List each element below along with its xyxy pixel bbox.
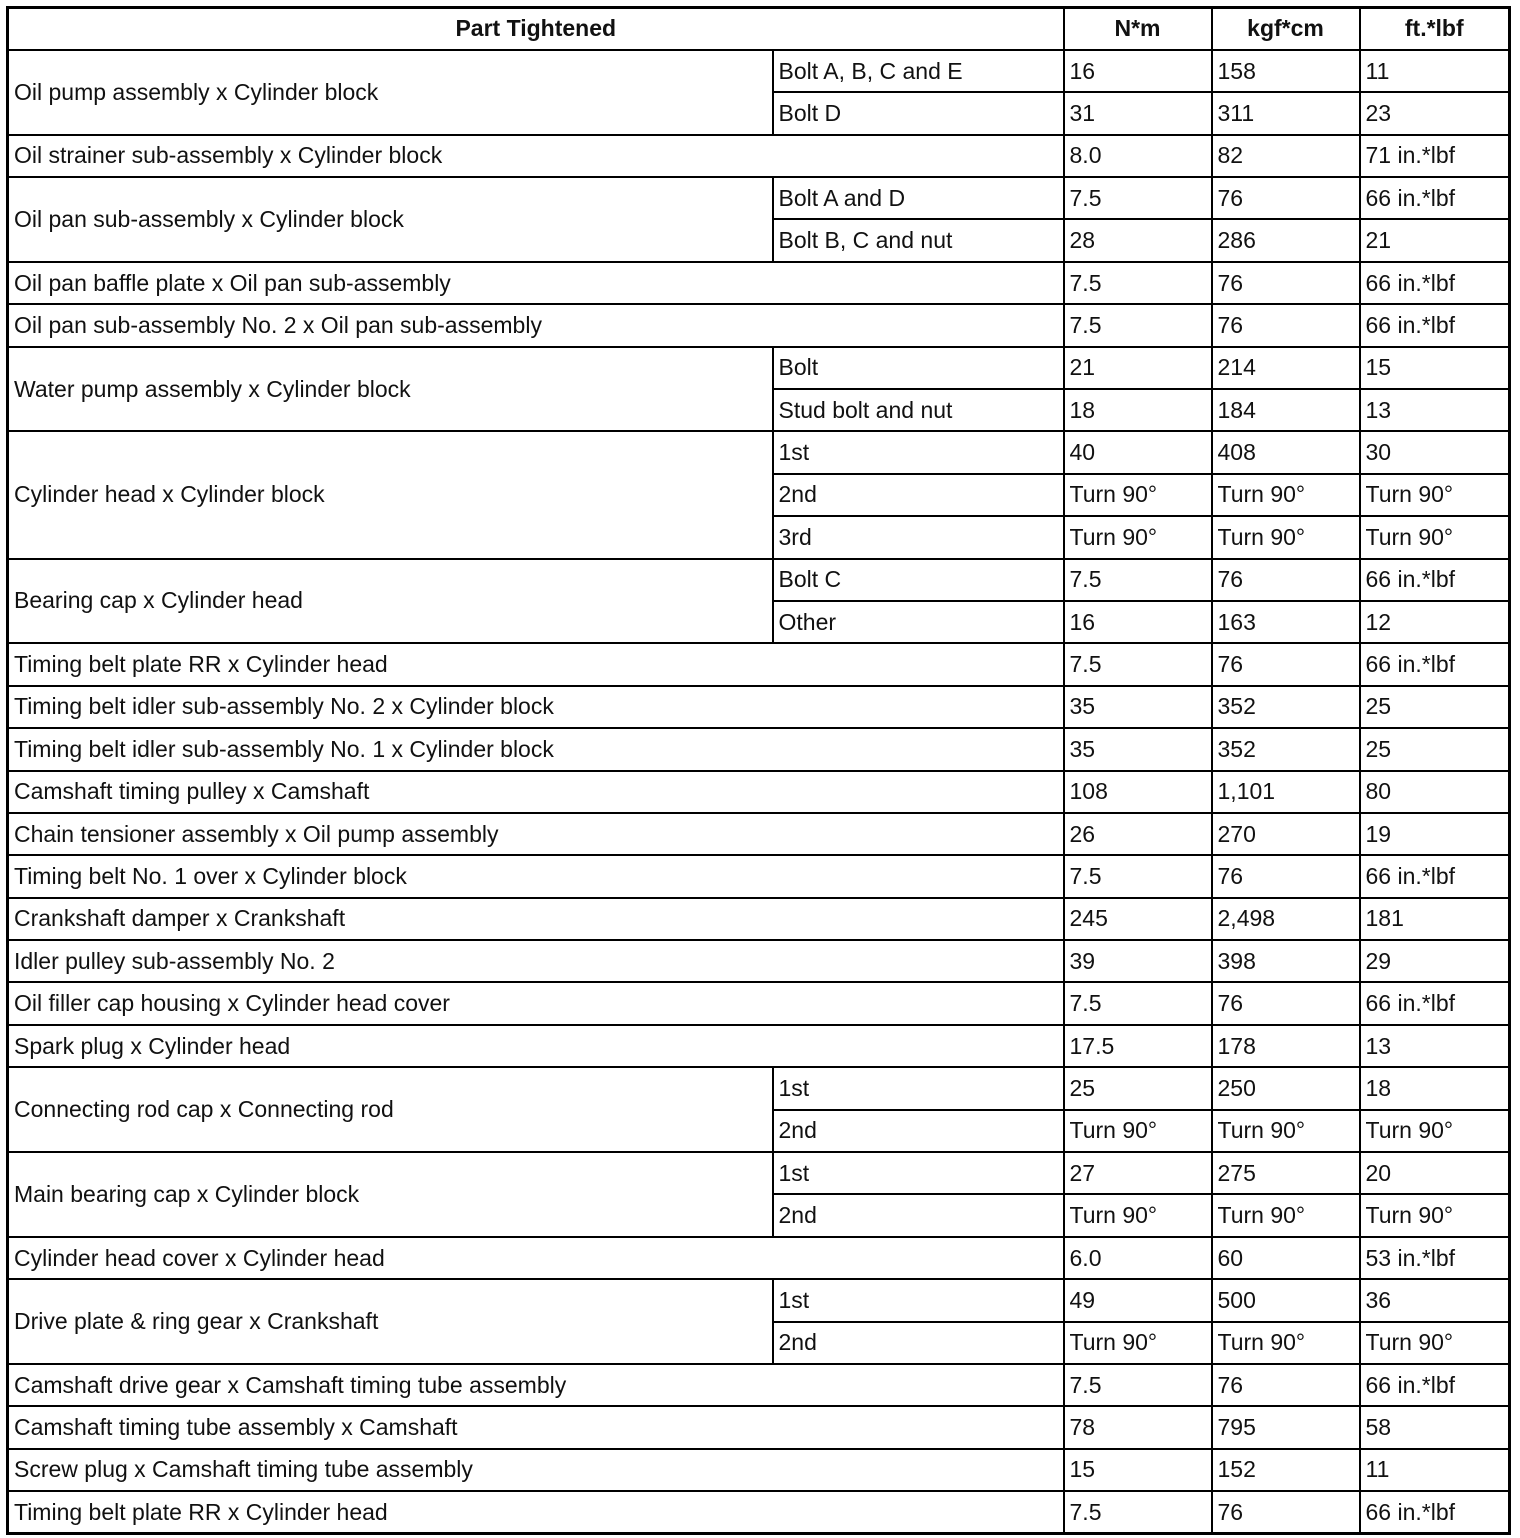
- kgf-cm-value: 163: [1212, 601, 1360, 643]
- kgf-cm-value: Turn 90°: [1212, 474, 1360, 516]
- torque-spec-table: [6, 6, 1511, 1535]
- subpart-cell: Bolt: [773, 347, 1064, 389]
- ft-lbf-value: 66 in.*lbf: [1360, 559, 1510, 601]
- part-cell: Timing belt idler sub-assembly No. 2 x Cylinder block: [8, 686, 1064, 728]
- part-cell: Cylinder head cover x Cylinder head: [8, 1237, 1064, 1279]
- table-body: [8, 50, 1510, 1534]
- ft-lbf-value: 21: [1360, 219, 1510, 261]
- part-cell: Oil pan sub-assembly No. 2 x Oil pan sub-assembly: [8, 304, 1064, 346]
- nm-value: 27: [1064, 1152, 1212, 1194]
- kgf-cm-value: 152: [1212, 1449, 1360, 1491]
- ft-lbf-value: 66 in.*lbf: [1360, 982, 1510, 1024]
- header-nm: N*m: [1064, 8, 1212, 50]
- kgf-cm-value: 76: [1212, 1491, 1360, 1533]
- nm-value: 108: [1064, 771, 1212, 813]
- ft-lbf-value: 66 in.*lbf: [1360, 643, 1510, 685]
- kgf-cm-value: 76: [1212, 855, 1360, 897]
- kgf-cm-value: 250: [1212, 1067, 1360, 1109]
- table-row: [8, 813, 1510, 855]
- table-row: [8, 559, 1510, 601]
- ft-lbf-value: 66 in.*lbf: [1360, 177, 1510, 219]
- subpart-cell: 2nd: [773, 474, 1064, 516]
- ft-lbf-value: 19: [1360, 813, 1510, 855]
- subpart-cell: 3rd: [773, 516, 1064, 558]
- table-row: [8, 1449, 1510, 1491]
- part-cell: Timing belt plate RR x Cylinder head: [8, 1491, 1064, 1533]
- ft-lbf-value: Turn 90°: [1360, 1110, 1510, 1152]
- table-row: [8, 1025, 1510, 1067]
- ft-lbf-value: 30: [1360, 431, 1510, 473]
- table-row: [8, 1406, 1510, 1448]
- subpart-cell: 2nd: [773, 1110, 1064, 1152]
- part-cell: Timing belt No. 1 over x Cylinder block: [8, 855, 1064, 897]
- ft-lbf-value: 66 in.*lbf: [1360, 304, 1510, 346]
- ft-lbf-value: 66 in.*lbf: [1360, 855, 1510, 897]
- nm-value: 7.5: [1064, 304, 1212, 346]
- kgf-cm-value: 398: [1212, 940, 1360, 982]
- ft-lbf-value: 15: [1360, 347, 1510, 389]
- ft-lbf-value: 11: [1360, 50, 1510, 92]
- part-cell: Timing belt plate RR x Cylinder head: [8, 643, 1064, 685]
- nm-value: Turn 90°: [1064, 516, 1212, 558]
- part-cell: Chain tensioner assembly x Oil pump assembly: [8, 813, 1064, 855]
- ft-lbf-value: Turn 90°: [1360, 1322, 1510, 1364]
- part-cell: Timing belt idler sub-assembly No. 1 x Cylinder block: [8, 728, 1064, 770]
- nm-value: 40: [1064, 431, 1212, 473]
- part-cell: Oil pan baffle plate x Oil pan sub-assembly: [8, 262, 1064, 304]
- part-cell: Spark plug x Cylinder head: [8, 1025, 1064, 1067]
- subpart-cell: Bolt B, C and nut: [773, 219, 1064, 261]
- subpart-cell: Other: [773, 601, 1064, 643]
- part-cell: Crankshaft damper x Crankshaft: [8, 898, 1064, 940]
- table-row: [8, 50, 1510, 92]
- ft-lbf-value: 20: [1360, 1152, 1510, 1194]
- table-row: [8, 855, 1510, 897]
- ft-lbf-value: 25: [1360, 728, 1510, 770]
- nm-value: 16: [1064, 50, 1212, 92]
- table-row: [8, 898, 1510, 940]
- nm-value: Turn 90°: [1064, 1194, 1212, 1236]
- ft-lbf-value: 53 in.*lbf: [1360, 1237, 1510, 1279]
- subpart-cell: Bolt C: [773, 559, 1064, 601]
- nm-value: 7.5: [1064, 1364, 1212, 1406]
- part-cell: Oil pan sub-assembly x Cylinder block: [8, 177, 773, 262]
- part-cell: Oil filler cap housing x Cylinder head cover: [8, 982, 1064, 1024]
- ft-lbf-value: 36: [1360, 1279, 1510, 1321]
- nm-value: 7.5: [1064, 643, 1212, 685]
- table-row: [8, 940, 1510, 982]
- kgf-cm-value: Turn 90°: [1212, 1322, 1360, 1364]
- nm-value: 39: [1064, 940, 1212, 982]
- table-row: [8, 1279, 1510, 1321]
- part-cell: Camshaft drive gear x Camshaft timing tube assembly: [8, 1364, 1064, 1406]
- ft-lbf-value: 29: [1360, 940, 1510, 982]
- header-kgf-cm: kgf*cm: [1212, 8, 1360, 50]
- nm-value: 7.5: [1064, 982, 1212, 1024]
- nm-value: 25: [1064, 1067, 1212, 1109]
- kgf-cm-value: 178: [1212, 1025, 1360, 1067]
- nm-value: 26: [1064, 813, 1212, 855]
- subpart-cell: 2nd: [773, 1322, 1064, 1364]
- part-cell: Camshaft timing pulley x Camshaft: [8, 771, 1064, 813]
- kgf-cm-value: 270: [1212, 813, 1360, 855]
- kgf-cm-value: 500: [1212, 1279, 1360, 1321]
- part-cell: Main bearing cap x Cylinder block: [8, 1152, 773, 1237]
- part-cell: Connecting rod cap x Connecting rod: [8, 1067, 773, 1152]
- header-part-tightened: Part Tightened: [8, 8, 1064, 50]
- ft-lbf-value: Turn 90°: [1360, 474, 1510, 516]
- table-row: [8, 1491, 1510, 1533]
- table-row: [8, 262, 1510, 304]
- kgf-cm-value: 76: [1212, 262, 1360, 304]
- kgf-cm-value: 2,498: [1212, 898, 1360, 940]
- nm-value: 78: [1064, 1406, 1212, 1448]
- part-cell: Camshaft timing tube assembly x Camshaft: [8, 1406, 1064, 1448]
- kgf-cm-value: Turn 90°: [1212, 516, 1360, 558]
- nm-value: 7.5: [1064, 262, 1212, 304]
- kgf-cm-value: 311: [1212, 92, 1360, 134]
- nm-value: 49: [1064, 1279, 1212, 1321]
- nm-value: 6.0: [1064, 1237, 1212, 1279]
- nm-value: 7.5: [1064, 559, 1212, 601]
- table-row: [8, 1067, 1510, 1109]
- subpart-cell: 1st: [773, 431, 1064, 473]
- nm-value: 35: [1064, 728, 1212, 770]
- kgf-cm-value: 76: [1212, 643, 1360, 685]
- nm-value: 18: [1064, 389, 1212, 431]
- subpart-cell: Bolt A, B, C and E: [773, 50, 1064, 92]
- kgf-cm-value: 1,101: [1212, 771, 1360, 813]
- table-row: [8, 643, 1510, 685]
- kgf-cm-value: 60: [1212, 1237, 1360, 1279]
- part-cell: Bearing cap x Cylinder head: [8, 559, 773, 644]
- ft-lbf-value: Turn 90°: [1360, 1194, 1510, 1236]
- nm-value: 16: [1064, 601, 1212, 643]
- kgf-cm-value: 76: [1212, 559, 1360, 601]
- nm-value: 31: [1064, 92, 1212, 134]
- table-row: [8, 347, 1510, 389]
- table-row: [8, 1152, 1510, 1194]
- subpart-cell: 1st: [773, 1152, 1064, 1194]
- nm-value: Turn 90°: [1064, 1322, 1212, 1364]
- subpart-cell: Bolt D: [773, 92, 1064, 134]
- table-row: [8, 431, 1510, 473]
- nm-value: 245: [1064, 898, 1212, 940]
- ft-lbf-value: 25: [1360, 686, 1510, 728]
- nm-value: 35: [1064, 686, 1212, 728]
- kgf-cm-value: 352: [1212, 686, 1360, 728]
- ft-lbf-value: 12: [1360, 601, 1510, 643]
- subpart-cell: 1st: [773, 1279, 1064, 1321]
- kgf-cm-value: Turn 90°: [1212, 1110, 1360, 1152]
- table-row: [8, 728, 1510, 770]
- ft-lbf-value: 18: [1360, 1067, 1510, 1109]
- ft-lbf-value: Turn 90°: [1360, 516, 1510, 558]
- part-cell: Screw plug x Camshaft timing tube assembly: [8, 1449, 1064, 1491]
- part-cell: Oil pump assembly x Cylinder block: [8, 50, 773, 135]
- subpart-cell: Stud bolt and nut: [773, 389, 1064, 431]
- table-row: [8, 1364, 1510, 1406]
- kgf-cm-value: Turn 90°: [1212, 1194, 1360, 1236]
- part-cell: Drive plate & ring gear x Crankshaft: [8, 1279, 773, 1364]
- table-row: [8, 177, 1510, 219]
- header-row: [8, 8, 1510, 50]
- subpart-cell: 1st: [773, 1067, 1064, 1109]
- table-row: [8, 686, 1510, 728]
- kgf-cm-value: 76: [1212, 177, 1360, 219]
- nm-value: 7.5: [1064, 1491, 1212, 1533]
- kgf-cm-value: 76: [1212, 1364, 1360, 1406]
- ft-lbf-value: 71 in.*lbf: [1360, 135, 1510, 177]
- kgf-cm-value: 408: [1212, 431, 1360, 473]
- kgf-cm-value: 76: [1212, 982, 1360, 1024]
- ft-lbf-value: 13: [1360, 389, 1510, 431]
- part-cell: Water pump assembly x Cylinder block: [8, 347, 773, 432]
- nm-value: 28: [1064, 219, 1212, 261]
- ft-lbf-value: 66 in.*lbf: [1360, 1491, 1510, 1533]
- nm-value: 7.5: [1064, 855, 1212, 897]
- nm-value: 7.5: [1064, 177, 1212, 219]
- nm-value: Turn 90°: [1064, 1110, 1212, 1152]
- table-row: [8, 1237, 1510, 1279]
- table-row: [8, 771, 1510, 813]
- ft-lbf-value: 58: [1360, 1406, 1510, 1448]
- kgf-cm-value: 184: [1212, 389, 1360, 431]
- kgf-cm-value: 158: [1212, 50, 1360, 92]
- kgf-cm-value: 76: [1212, 304, 1360, 346]
- nm-value: 21: [1064, 347, 1212, 389]
- subpart-cell: Bolt A and D: [773, 177, 1064, 219]
- ft-lbf-value: 66 in.*lbf: [1360, 1364, 1510, 1406]
- ft-lbf-value: 181: [1360, 898, 1510, 940]
- ft-lbf-value: 80: [1360, 771, 1510, 813]
- ft-lbf-value: 13: [1360, 1025, 1510, 1067]
- part-cell: Idler pulley sub-assembly No. 2: [8, 940, 1064, 982]
- kgf-cm-value: 795: [1212, 1406, 1360, 1448]
- table-row: [8, 304, 1510, 346]
- table-row: [8, 982, 1510, 1024]
- part-cell: Oil strainer sub-assembly x Cylinder block: [8, 135, 1064, 177]
- ft-lbf-value: 23: [1360, 92, 1510, 134]
- kgf-cm-value: 352: [1212, 728, 1360, 770]
- subpart-cell: 2nd: [773, 1194, 1064, 1236]
- kgf-cm-value: 286: [1212, 219, 1360, 261]
- kgf-cm-value: 214: [1212, 347, 1360, 389]
- nm-value: Turn 90°: [1064, 474, 1212, 516]
- header-ft-lbf: ft.*lbf: [1360, 8, 1510, 50]
- part-cell: Cylinder head x Cylinder block: [8, 431, 773, 558]
- kgf-cm-value: 82: [1212, 135, 1360, 177]
- nm-value: 8.0: [1064, 135, 1212, 177]
- nm-value: 17.5: [1064, 1025, 1212, 1067]
- table-row: [8, 135, 1510, 177]
- ft-lbf-value: 66 in.*lbf: [1360, 262, 1510, 304]
- kgf-cm-value: 275: [1212, 1152, 1360, 1194]
- nm-value: 15: [1064, 1449, 1212, 1491]
- ft-lbf-value: 11: [1360, 1449, 1510, 1491]
